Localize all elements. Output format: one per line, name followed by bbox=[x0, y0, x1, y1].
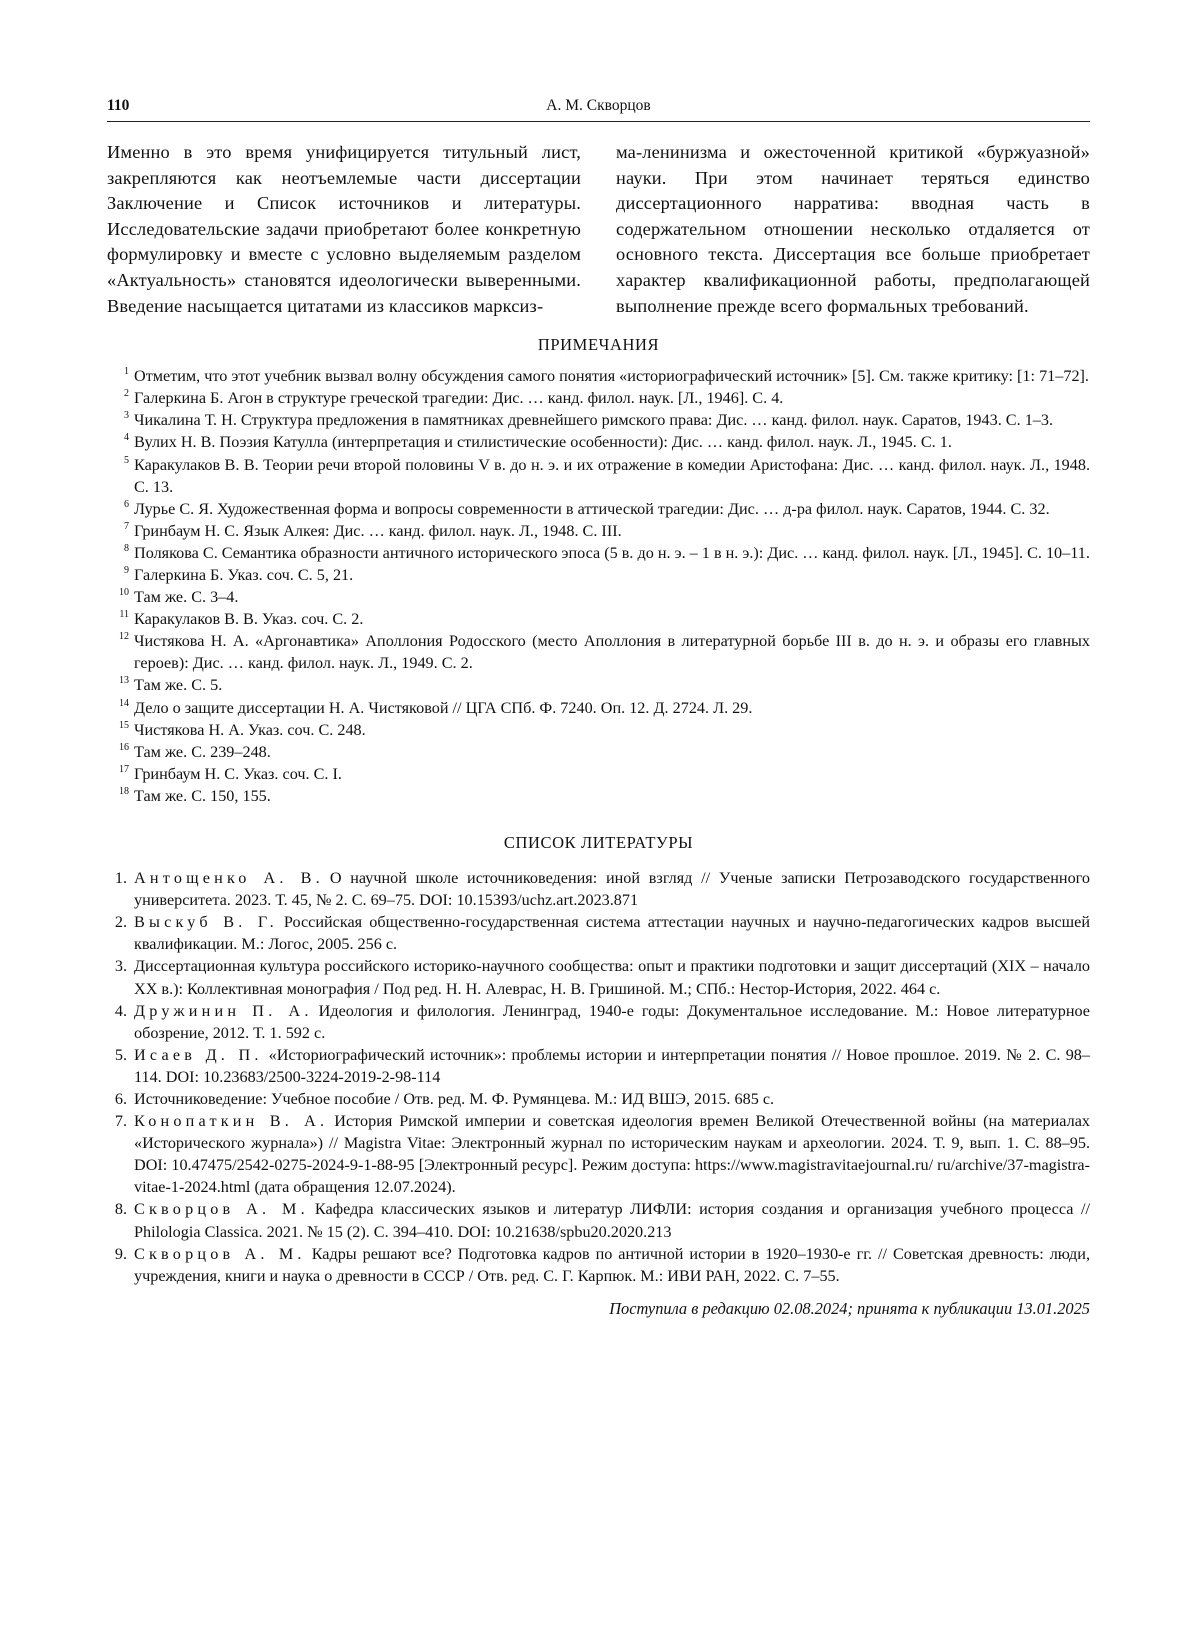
reference-number: 9. bbox=[114, 1244, 127, 1263]
note-item bbox=[107, 674, 1090, 696]
note-number: 18 bbox=[119, 785, 129, 797]
reference-author: Исаев Д. П. bbox=[134, 1045, 263, 1064]
note-text: Дело о защите диссертации Н. А. Чистяковой // ЦГА СПб. Ф. 7240. Оп. 12. Д. 2724. Л. 29. bbox=[134, 698, 753, 717]
note-text: Чистякова Н. А. «Аргонавтика» Аполлония Родосского (место Аполлония в литературной борьбе III в. до н. э. и образы его главных героев): Дис. … канд. филол. наук. Л., 1949. С. 2. bbox=[134, 632, 1090, 673]
note-number: 15 bbox=[119, 719, 129, 731]
running-head-author: А. М. Скворцов bbox=[546, 97, 651, 114]
note-number: 11 bbox=[119, 609, 129, 621]
note-text: Галеркина Б. Указ. соч. С. 5, 21. bbox=[134, 566, 354, 584]
reference-text: Диссертационная культура российского историко-научного сообщества: опыт и практики подготовки и защит диссертаций (XIX – начало XX в.): Коллективная монография / Под ред. Н. Н. Алеврас, Н. В. Гришиной. М.; СПб.: Нестор-История, 2022. 464 с. bbox=[134, 957, 1090, 998]
reference-text: Кадры решают все? Подготовка кадров по античной истории в 1920–1930-е гг. // Советская древность: люди, учреждения, книги и наука о древности в СССР / Отв. ред. С. Г. Карпюк. М.: ИВИ РАН, 2022. С. 7–55. bbox=[134, 1244, 1090, 1285]
reference-text: «Историографический источник»: проблемы истории и интерпретации понятия // Новое прошлое. 2019. № 2. С. 98–114. DOI: 10.23683/2500-3224-2019-2-98-114 bbox=[134, 1045, 1090, 1086]
note-text: Там же. С. 3–4. bbox=[134, 588, 239, 607]
note-item bbox=[107, 498, 1090, 520]
note-text: Каракулаков В. В. Теории речи второй половины V в. до н. э. и их отражение в комедии Аристофана: Дис. … канд. филол. наук. Л., 1948. С. 13. bbox=[134, 455, 1090, 496]
reference-item bbox=[107, 1198, 1090, 1242]
reference-author: Выскуб В. Г. bbox=[134, 913, 278, 932]
note-text: Там же. С. 239–248. bbox=[134, 742, 271, 761]
note-number: 5 bbox=[124, 454, 129, 466]
note-text: Вулих Н. В. Поэзия Катулла (интерпретация и стилистические особенности): Дис. … канд. филол. наук. Л., 1945. С. 1. bbox=[134, 433, 952, 452]
reference-number: 4. bbox=[114, 1001, 127, 1020]
reference-item bbox=[107, 867, 1090, 911]
reference-author: Антощенко А. В. bbox=[134, 869, 324, 888]
reference-number: 7. bbox=[114, 1112, 127, 1131]
running-head bbox=[107, 93, 1090, 122]
body-paragraph: ма-ленинизма и ожесточенной критикой «буржуазной» науки. При этом начинает теряться единство диссертационного нарратива: вводная часть в содержательном отношении несколько отдаляется от основного текста. Диссертация все больше приобретает характер квалификационной работы, предполагающей выполнение прежде всего формальных требований. bbox=[616, 142, 1090, 316]
note-item bbox=[107, 608, 1090, 630]
note-text: Чистякова Н. А. Указ. соч. С. 248. bbox=[134, 720, 366, 739]
reference-text: Идеология и филология. Ленинград, 1940-е годы: Документальное исследование. М.: Новое литературное обозрение, 2012. Т. 1. 592 с. bbox=[134, 1001, 1090, 1042]
note-number: 3 bbox=[124, 410, 129, 422]
note-text: Гринбаум Н. С. Язык Алкея: Дис. … канд. филол. наук. Л., 1948. С. III. bbox=[134, 521, 622, 540]
note-number: 12 bbox=[119, 631, 129, 643]
note-number: 14 bbox=[119, 697, 129, 709]
note-number: 9 bbox=[124, 565, 129, 576]
note-number: 16 bbox=[119, 741, 129, 753]
reference-item bbox=[107, 1110, 1090, 1198]
reference-author: Скворцов А. М. bbox=[134, 1200, 309, 1219]
note-number: 7 bbox=[124, 520, 129, 532]
note-item bbox=[107, 741, 1090, 763]
note-number: 10 bbox=[119, 587, 129, 599]
note-number: 2 bbox=[124, 388, 129, 400]
reference-item bbox=[107, 1088, 1090, 1110]
note-item bbox=[107, 520, 1090, 542]
note-text: Лурье С. Я. Художественная форма и вопросы современности в аттической трагедии: Дис. … д-ра филол. наук. Саратов, 1944. С. 32. bbox=[134, 499, 1050, 518]
note-item bbox=[107, 719, 1090, 741]
note-text: Чикалина Т. Н. Структура предложения в памятниках древнейшего римского права: Дис. … канд. филол. наук. Саратов, 1943. С. 1–3. bbox=[134, 411, 1054, 430]
note-text: Там же. С. 5. bbox=[134, 676, 223, 695]
note-item bbox=[107, 564, 1090, 586]
reference-author: Конопаткин В. А. bbox=[134, 1112, 329, 1131]
reference-number: 8. bbox=[114, 1200, 127, 1219]
reference-author: Скворцов А. М. bbox=[134, 1244, 306, 1263]
note-item bbox=[107, 586, 1090, 608]
note-text: Каракулаков В. В. Указ. соч. С. 2. bbox=[134, 610, 364, 629]
reference-text: Источниковедение: Учебное пособие / Отв. ред. М. Ф. Румянцева. М.: ИД ВШЭ, 2015. 685 с. bbox=[134, 1089, 775, 1108]
reference-item bbox=[107, 911, 1090, 955]
note-text: Полякова С. Семантика образности античного исторического эпоса (5 в. до н. э. – 1 в н. э.): Дис. … канд. филол. наук. [Л., 1945]. С. 10–11. bbox=[134, 543, 1090, 562]
received-date-note: Поступила в редакцию 02.08.2024; принята к публикации 13.01.2025 bbox=[609, 1298, 1090, 1318]
notes-heading: ПРИМЕЧАНИЯ bbox=[537, 335, 660, 355]
note-item bbox=[107, 409, 1090, 431]
note-text: Отметим, что этот учебник вызвал волну обсуждения самого понятия «историографический источник» [5]. См. также критику: [1: 71–72]. bbox=[134, 367, 1089, 386]
reference-text: Российская общественно-государственная система аттестации научных и научно-педагогических кадров высшей квалификации. М.: Логос, 2005. 256 с. bbox=[134, 913, 1090, 954]
note-item bbox=[107, 697, 1090, 719]
note-item bbox=[107, 785, 1090, 807]
page-number: 110 bbox=[107, 97, 130, 114]
references-list bbox=[107, 867, 1090, 1287]
note-text: Гринбаум Н. С. Указ. соч. С. I. bbox=[134, 764, 342, 783]
reference-number: 5. bbox=[114, 1045, 127, 1064]
reference-item bbox=[107, 1000, 1090, 1044]
reference-text: О научной школе источниковедения: иной взгляд // Ученые записки Петрозаводского государственного университета. 2023. Т. 45, № 2. С. 69–75. DOI: 10.15393/uchz.art.2023.871 bbox=[134, 869, 1090, 910]
reference-number: 2. bbox=[114, 913, 127, 932]
note-number: 13 bbox=[119, 675, 129, 687]
body-text bbox=[107, 140, 1090, 319]
body-column-right bbox=[616, 140, 1090, 319]
body-column-left bbox=[107, 140, 581, 319]
note-item bbox=[107, 387, 1090, 409]
reference-text: Кафедра классических языков и литератур ЛИФЛИ: история создания и организация учебного процесса // Philologia Classica. 2021. № 15 (2). С. 394–410. DOI: 10.21638/spbu20.2020.213 bbox=[134, 1200, 1090, 1241]
reference-item bbox=[107, 1044, 1090, 1088]
note-number: 17 bbox=[119, 763, 129, 775]
note-item bbox=[107, 365, 1090, 387]
reference-item bbox=[107, 1243, 1090, 1287]
note-item bbox=[107, 431, 1090, 453]
notes-list bbox=[107, 365, 1090, 807]
reference-number: 1. bbox=[114, 869, 127, 888]
reference-text: История Римской империи и советская идеология времен Великой Отечественной войны (на материалах «Исторического журнала») // Magistra Vitae: Электронный журнал по историческим наукам и археологии. 2024. Т. 9, вып. 1. С. 88–95. DOI: 10.47475/2542-0275-2024-9-1-88-95 [Электронный ресурс]. Режим доступа: https://www.magistravitaejournal.ru/ ru/archive/37-magistra-vitae-1-2024.html (дата обращения 12.07.2024). bbox=[134, 1112, 1090, 1197]
note-text: Там же. С. 150, 155. bbox=[134, 786, 271, 805]
note-item bbox=[107, 630, 1090, 674]
body-paragraph: Именно в это время унифицируется титульный лист, закрепляются как неотъемлемые части диссертации Заключение и Список источников и литературы. Исследовательские задачи приобретают более конкретную формулировку и вместе с условно выделяемым разделом «Актуальность» становятся идеологически выверенными. Введение насыщается цитатами из классиков марксиз- bbox=[107, 142, 581, 316]
note-number: 8 bbox=[124, 542, 129, 554]
note-number: 6 bbox=[124, 498, 129, 510]
note-item bbox=[107, 542, 1090, 564]
reference-item bbox=[107, 955, 1090, 999]
note-text: Галеркина Б. Агон в структуре греческой трагедии: Дис. … канд. филол. наук. [Л., 1946]. С. 4. bbox=[134, 389, 784, 408]
note-number: 1 bbox=[124, 366, 129, 378]
reference-number: 3. bbox=[114, 957, 127, 976]
note-number: 4 bbox=[124, 432, 129, 444]
reference-author: Дружинин П. А. bbox=[134, 1001, 313, 1020]
references-heading: СПИСОК ЛИТЕРАТУРЫ bbox=[503, 833, 694, 853]
reference-number: 6. bbox=[114, 1089, 127, 1108]
note-item bbox=[107, 763, 1090, 785]
note-item bbox=[107, 454, 1090, 498]
